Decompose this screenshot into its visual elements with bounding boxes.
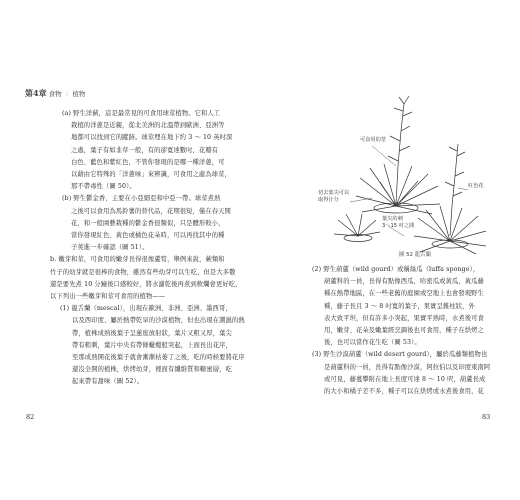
paragraph-line: 那不帶毒性（圖 50）。 (71, 183, 136, 191)
paragraph-line: 起來帶有甜味（圖 52）。 (72, 378, 144, 386)
agave-figure (300, 86, 490, 262)
label-cut-leaf: 切去葉尖可以 取得汁分 (318, 190, 350, 203)
left-page-body (50, 108, 245, 389)
section-label: 食物 (48, 90, 62, 98)
chapter-label: 第4章 (25, 88, 47, 98)
paragraph-line: 竹子的幼芽就是很棒的食物，雖然有些幼芽可以生吃，但是大多數 (50, 268, 236, 276)
subsection-label: 植物 (72, 90, 86, 98)
paragraph-line: 之後可以食用為馬鈴薯的替代品，花期很短，僅在春天開 (71, 207, 231, 215)
paragraph-line: (a) 野生洋薊，這是最常見的可食用球莖植物。它和人工 (62, 110, 221, 117)
paragraph-line: 還沒全開的植株，烘烤幼芽，裡面有纖維質和糖蜜層，吃 (72, 366, 232, 374)
paragraph-line: 之處，葉子有如韭草一般，有的卻寬達數吋，花瓣有 (71, 146, 219, 154)
paragraph-line: (b) 野生鬱金香，主要在小亞細亞和中亞一帶。球莖煮熟 (62, 195, 221, 203)
paragraph-line: 後，也可以當作花生吃（圖 53）。 (324, 339, 421, 347)
running-header: 第4章 食物 ｜ 植物 (25, 88, 86, 98)
label-red-flower: 紅色花 (468, 183, 484, 189)
paragraph-line: 葫蘆科的一員，長得有點像西瓜，哈密瓜或黃瓜，黃瓜藤 (324, 278, 484, 286)
agave-illustration (300, 86, 490, 262)
paragraph-line: 至那成熟開花後葉子就會漸漸枯萎了之後，吃的時候要將花序 (72, 354, 245, 362)
paragraph-line: 帶有粗刺，葉片中央有帶條蠟燭般突起，上面長出花序， (72, 341, 232, 349)
paragraph-line: 子莢進一步確認（圖 51）。 (71, 244, 149, 252)
paragraph-line: 地都可以找到它的蹤跡。球莖埋在地下約 3 ～ 10 英吋深 (71, 134, 233, 142)
paragraph-line: (2) 野生葫蘆（wild gourd）或稱絲瓜（luffa sponge）， (312, 266, 480, 273)
left-page-number: 82 (26, 413, 35, 421)
paragraph-line: (3) 野生沙漠葫蘆（wild desert gourd），屬於瓜藤類植物也 (312, 351, 488, 359)
paragraph-line: b. 嫩芽和莖，可食用的嫩芽長得很像蘆筍，舉例來說，蕨類和 (50, 256, 225, 264)
paragraph-line: 當你發現紅色、黃色或橘色花朵時，可以再找其中的種 (71, 232, 225, 240)
paragraph-line: 或可見，藤蔓攀附在地上長度可達 8 ～ 10 呎，葫蘆長成 (324, 375, 486, 383)
figure-caption: 圖 52 龍舌蘭 (399, 252, 431, 258)
paragraph-line: 栽植的洋蔥是近親，從北美洲的北溫帶到歐洲、亞洲等 (71, 122, 225, 130)
label-leaf-spines: 葉尖的刺 3～15 吋之間 (382, 216, 415, 229)
paragraph-line: 以及西印度、屬於熱帶乾旱的沙漠植物，但也出現在潮濕的熱 (72, 317, 245, 325)
paragraph-line: 白色、藍色和紫紅色，不管你發現的是哪一種洋蔥，可 (71, 158, 225, 166)
paragraph-line: 種，藤子長且 3 ～ 8 吋寬的葉子，果實呈錐柱狀，外 (324, 302, 475, 310)
paragraph-line: 花，和一般園藝栽種的鬱金香很類似，只是體形較小， (71, 219, 225, 227)
right-page-body (312, 264, 490, 398)
paragraph-line: 種在熱帶地區，在一些老舊的庭園或空地上也會發現野生 (324, 290, 484, 298)
paragraph-line: (1) 龍舌蘭（mescal），出現在歐洲、非洲、亞洲、墨西哥， (60, 305, 232, 313)
paragraph-line: 用，嫩芽、花朵及嫩葉經烹調後也可食用，種子在烘烤之 (324, 327, 484, 335)
right-page-number: 83 (482, 413, 491, 421)
paragraph-line: 還是要先煮 10 分鐘後口感較好，將水濾乾後再煮到軟爛會更好吃， (50, 280, 242, 288)
paragraph-line: 以下列出一些嫩芽和莖可食用的植物—— (50, 293, 166, 301)
paragraph-line: 的大小和橘子差不多，種子可以在烘烤或水煮後食用，花 (324, 388, 484, 396)
paragraph-line: 是葫蘆科的一員，長得有點像沙漠，阿拉伯以及印度東南阿 (324, 363, 491, 371)
paragraph-line: 以藉由它特殊的「洋蔥味」來辨識，可食用之處為球莖， (71, 171, 231, 179)
paragraph-line: 帶，植株成熟後葉子呈蓮座放射狀，葉片又粗又厚，葉尖 (72, 329, 232, 337)
paragraph-line: 表大致平坦，但有許多小突起，果實平熟時，水煮後可食 (324, 314, 484, 322)
label-edible-stalk: 可食用的莖 (360, 137, 386, 143)
